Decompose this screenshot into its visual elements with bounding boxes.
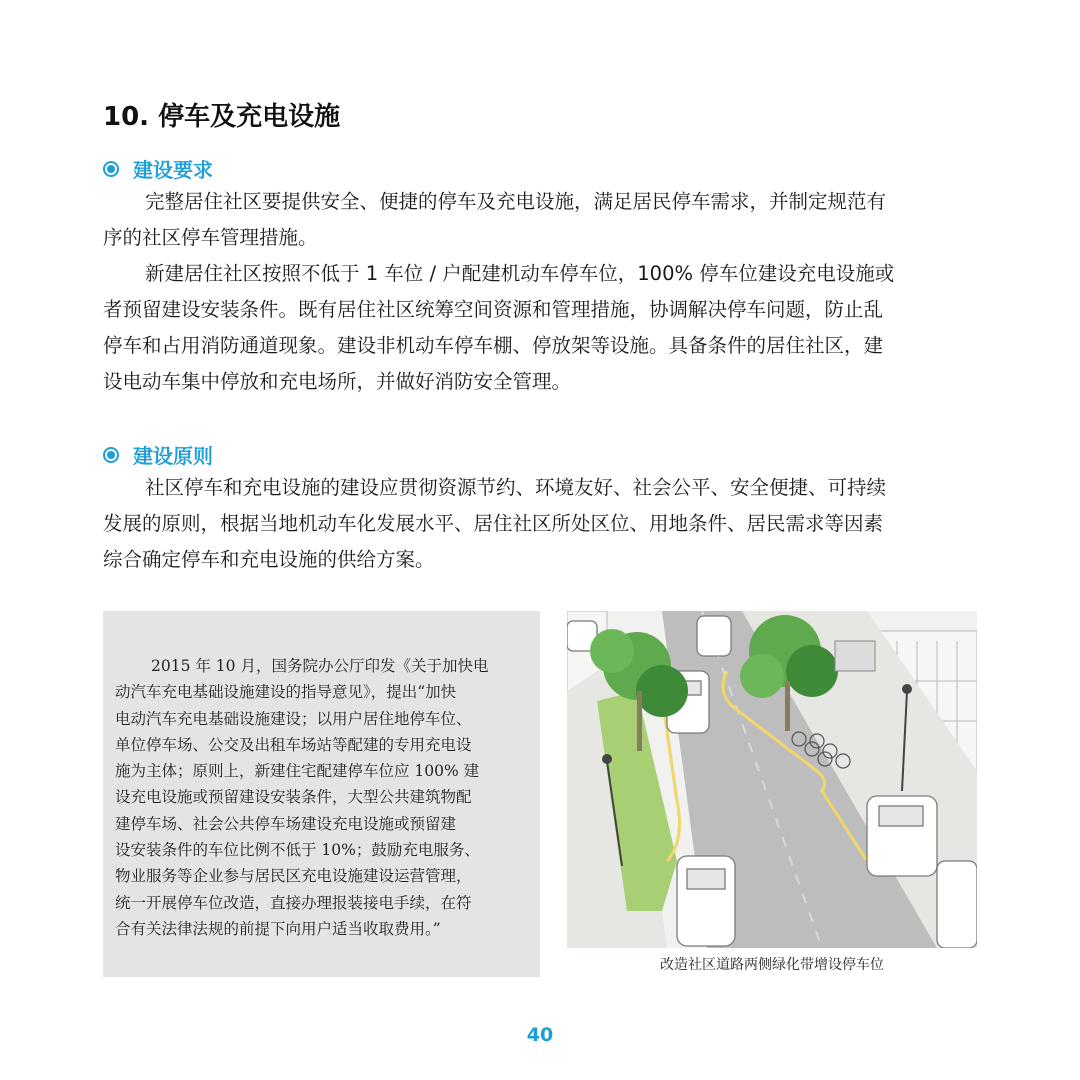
policy-quote-text — [115, 653, 535, 942]
circle-bullet-icon — [103, 161, 119, 177]
text-line: 社区停车和充电设施的建设应贯彻资源节约、环境友好、社会公平、安全便捷、可持续 — [145, 476, 887, 499]
street-parking-illustration — [567, 611, 977, 948]
text-line: 序的社区停车管理措施。 — [103, 226, 318, 249]
bus-shelter — [835, 641, 875, 671]
quote-line: 统一开展停车位改造，直接办理报装接电手续，在符 — [115, 893, 472, 912]
quote-line: 2015 年 10 月，国务院办公厅印发《关于加快电 — [151, 657, 489, 675]
quote-line: 建停车场、社会公共停车场建设充电设施或预留建 — [115, 814, 457, 833]
quote-line: 动汽车充电基础设施建设的指导意见》，提出“加快 — [115, 683, 457, 702]
text-line: 停车和占用消防通道现象。建设非机动车停车棚、停放架等设施。具备条件的居住社区，建 — [103, 334, 884, 357]
quote-line: 施为主体；原则上，新建住宅配建停车位应 100% 建 — [115, 762, 480, 781]
requirements-heading — [103, 154, 213, 183]
requirements-heading-label: 建设要求 — [133, 158, 213, 182]
principles-heading — [103, 440, 213, 469]
principles-paragraph — [103, 470, 983, 578]
text-line: 完整居住社区要提供安全、便捷的停车及充电设施，满足居民停车需求，并制定规范有 — [145, 190, 887, 213]
quote-line: 物业服务等企业参与居民区充电设施建设运营管理， — [115, 867, 472, 886]
text-line: 新建居住社区按照不低于 1 车位 / 户配建机动车停车位，100% 停车位建设充电设施或 — [145, 262, 895, 285]
circle-bullet-icon — [103, 447, 119, 463]
quote-line: 合有关法律法规的前提下向用户适当收取费用。” — [115, 919, 441, 938]
quote-line: 设充电设施或预留建设安装条件，大型公共建筑物配 — [115, 788, 472, 807]
requirements-paragraph-2 — [103, 256, 983, 400]
quote-line: 设安装条件的车位比例不低于 10%；鼓励充电服务、 — [115, 841, 480, 860]
policy-quote-box — [103, 611, 540, 977]
street-illustration-svg — [567, 611, 977, 948]
requirements-paragraph-1 — [103, 184, 983, 256]
quote-line: 单位停车场、公交及出租车场站等配建的专用充电设 — [115, 735, 472, 754]
quote-line: 电动汽车充电基础设施建设；以用户居住地停车位、 — [115, 709, 472, 728]
page-title: 10. 停车及充电设施 — [103, 102, 341, 132]
text-line: 发展的原则，根据当地机动车化发展水平、居住社区所处区位、用地条件、居民需求等因素 — [103, 512, 884, 535]
illustration-caption: 改造社区道路两侧绿化带增设停车位 — [660, 957, 884, 973]
page-number: 40 — [526, 1024, 554, 1046]
text-line: 者预留建设安装条件。既有居住社区统筹空间资源和管理措施，协调解决停车问题，防止乱 — [103, 298, 884, 321]
principles-heading-label: 建设原则 — [133, 444, 213, 468]
text-line: 综合确定停车和充电设施的供给方案。 — [103, 548, 435, 571]
text-line: 设电动车集中停放和充电场所，并做好消防安全管理。 — [103, 370, 572, 393]
